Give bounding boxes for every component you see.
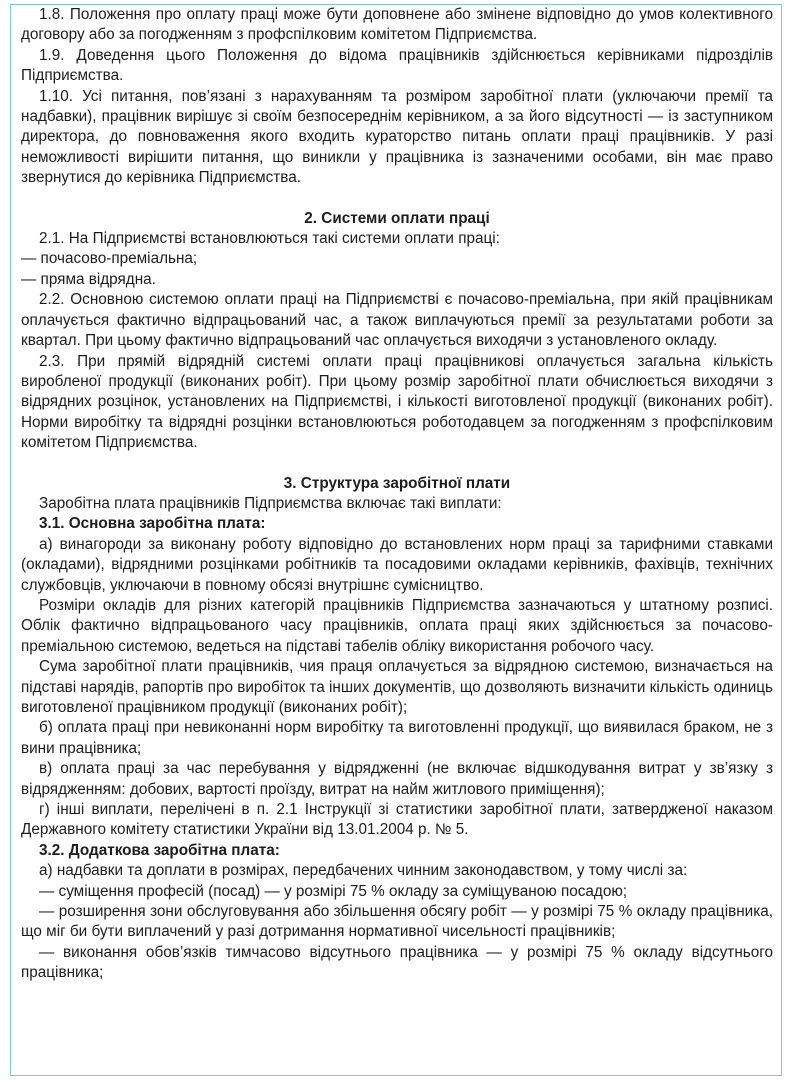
paragraph-2-1: 2.1. На Підприємстві встановлюються такі системи оплати праці: <box>39 230 500 248</box>
list-item-combining: — суміщення професій (посад) — у розмірі 75 % окладу за суміщуваною посадою; <box>39 882 628 900</box>
paragraph-1-8: 1.8. Положення про оплату праці може бути доповнене або змінене відповідно до умов колективного договору або за погодженням з профспілковим комітетом Підприємства. <box>21 6 773 44</box>
subheading-3-2: 3.2. Додаткова заробітна плата: <box>39 841 280 859</box>
list-item-piecework: — пряма відрядна. <box>21 270 156 288</box>
paragraph-3-1-salaries: Розміри окладів для різних категорій працівників Підприємства зазначаються у штатному розписі. Облік фактично відпрацьованого часу працівників, оплата праці яких здійснюється за почасово-преміальною системою, ведеться на підставі табелів обліку використання робочого часу. <box>21 596 773 655</box>
paragraph-3-1-v: в) оплата праці за час перебування у відрядженні (не включає відшкодування витрат у зв’язку з відрядженням: добових, вартості проїзду, витрат на найм житлового приміщення); <box>21 760 773 798</box>
paragraph-3-2-a: а) надбавки та доплати в розмірах, передбачених чинним законодавством, у тому числі за: <box>39 862 688 880</box>
section-heading-2: 2. Системи оплати праці <box>304 209 490 227</box>
section-heading-3: 3. Структура заробітної плати <box>283 474 511 492</box>
paragraph-1-9: 1.9. Доведення цього Положення до відома працівників здійснюється керівниками підрозділів Підприємства. <box>21 46 773 85</box>
subheading-3-1: 3.1. Основна заробітна плата: <box>39 515 266 533</box>
document-body <box>21 5 773 984</box>
paragraph-2-3: 2.3. При прямій відрядній системі оплати праці працівникові оплачується загальна кількість виробленої продукції (виконаних робіт). При цьому розмір заробітної плати обчислюється виходячи з відрядних розцінок, установлених на Підприємстві, і кількості виготовленої продукції (виконаних робіт). Норми виробітку та відрядні розцінки встановлюються роботодавцем за погодженням з профспілковим комітетом Підприємства. <box>21 352 773 452</box>
paragraph-1-10: 1.10. Усі питання, пов’язані з нарахуванням та розміром заробітної плати (уключаючи премії та надбавки), працівник вирішує зі своїм безпосереднім керівником, а за його відсутності — із заступником директора, до повноваження якого входить кураторство питань оплати праці працівників. У разі неможливості вирішити питання, що виникли у працівника із зазначеними особами, він має право звернутися до керівника Підприємства. <box>21 87 773 187</box>
paragraph-3-1-g: г) інші виплати, перелічені в п. 2.1 Інструкції зі статистики заробітної плати, затвердженої наказом Державного комітету статистики України від 13.01.2004 р. № 5. <box>21 801 773 839</box>
paragraph-3-intro: Заробітна плата працівників Підприємства включає такі виплати: <box>39 494 502 512</box>
list-item-time-bonus: — почасово-преміальна; <box>21 250 198 268</box>
list-item-expanding: — розширення зони обслуговування або збільшення обсягу робіт — у розмірі 75 % окладу працівника, що міг би бути виплачений у разі дотримання нормативної чисельності працівників; <box>21 903 773 941</box>
paragraph-3-1-piecework-sum: Сума заробітної плати працівників, чия праця оплачується за відрядною системою, визначається на підставі нарядів, рапортів про виробіток та інших документів, що дозволяють визначити кількість одиниць виготовленої працівником продукції (виконаних робіт); <box>21 658 773 716</box>
paragraph-3-1-b: б) оплата праці при невиконанні норм виробітку та виготовленні продукції, що виявилася браком, не з вини працівника; <box>21 719 773 757</box>
list-item-substituting: — виконання обов’язків тимчасово відсутнього працівника — у розмірі 75 % окладу відсутнього працівника; <box>21 943 773 982</box>
paragraph-3-1-a: а) винагороди за виконану роботу відповідно до встановлених норм праці за тарифними ставками (окладами), відрядними розцінками робітників та посадовими окладами керівників, фахівців, технічних службовців, уключаючи в повному обсязі внутрішнє сумісництво. <box>21 535 773 594</box>
paragraph-2-2: 2.2. Основною системою оплати праці на Підприємстві є почасово-преміальна, при якій працівникам оплачується фактично відпрацьований час, а також виплачуються премії за результатами роботи за квартал. При цьому фактично відпрацьований час оплачується виходячи з установленого окладу. <box>21 291 773 350</box>
